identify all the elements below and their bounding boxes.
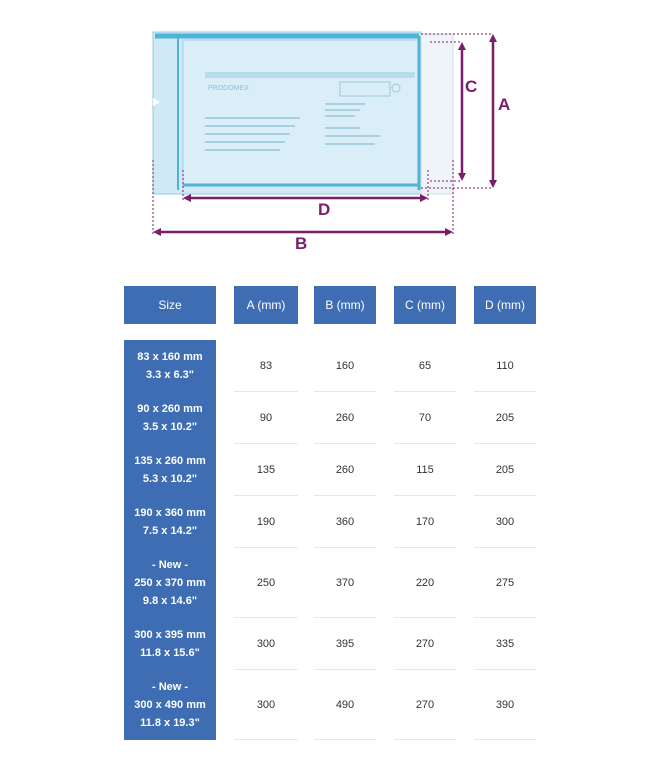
value-cell-a: 83 <box>234 340 298 392</box>
value-cell-d: 110 <box>474 340 536 392</box>
pouch-inner-panel <box>183 40 419 185</box>
value-cell-d: 275 <box>474 548 536 618</box>
dimension-c-label: C <box>465 77 478 96</box>
size-line: 300 x 490 mm <box>134 699 206 711</box>
value-cell-a: 300 <box>234 618 298 670</box>
value-cell-b: 395 <box>314 618 376 670</box>
size-line: - New - <box>151 681 189 693</box>
header-a-mm: A (mm) <box>234 286 298 324</box>
pouch-seal-flap <box>421 34 453 194</box>
size-line: 11.8 x 19.3" <box>140 717 200 729</box>
header-d-mm: D (mm) <box>474 286 536 324</box>
header-size: Size <box>124 286 216 324</box>
size-line: 3.5 x 10.2" <box>142 421 198 433</box>
size-line: 83 x 160 mm <box>137 351 203 363</box>
size-line: 90 x 260 mm <box>137 403 203 415</box>
value-cell-d: 205 <box>474 444 536 496</box>
size-line: 300 x 395 mm <box>134 629 206 641</box>
value-cell-d: 205 <box>474 392 536 444</box>
header-b-mm: B (mm) <box>314 286 376 324</box>
value-cell-c: 220 <box>394 548 456 618</box>
size-line: 7.5 x 14.2" <box>142 525 198 537</box>
size-line: 250 x 370 mm <box>134 577 206 589</box>
size-cell <box>124 340 216 392</box>
value-cell-d: 335 <box>474 618 536 670</box>
value-cell-b: 160 <box>314 340 376 392</box>
value-cell-a: 250 <box>234 548 298 618</box>
size-line: - New - <box>151 559 189 571</box>
pouch-dimension-diagram <box>0 0 658 260</box>
value-cell-c: 270 <box>394 670 456 740</box>
size-cell <box>124 392 216 444</box>
size-line: 11.8 x 15.6" <box>140 647 200 659</box>
value-cell-a: 90 <box>234 392 298 444</box>
value-cell-a: 135 <box>234 444 298 496</box>
value-cell-d: 300 <box>474 496 536 548</box>
header-c-mm: C (mm) <box>394 286 456 324</box>
dimension-b-label: B <box>295 234 308 253</box>
value-cell-c: 70 <box>394 392 456 444</box>
pouch-brand-text: PRODOMEX <box>208 85 249 92</box>
size-line: 9.8 x 14.6" <box>142 595 198 607</box>
size-line: 3.3 x 6.3" <box>145 369 195 381</box>
value-cell-b: 370 <box>314 548 376 618</box>
size-line: 190 x 360 mm <box>134 507 206 519</box>
value-cell-b: 490 <box>314 670 376 740</box>
dimension-a-label: A <box>498 95 511 114</box>
size-cell <box>124 496 216 548</box>
value-cell-c: 115 <box>394 444 456 496</box>
size-cell <box>124 670 216 740</box>
value-cell-b: 360 <box>314 496 376 548</box>
size-cell <box>124 444 216 496</box>
value-cell-b: 260 <box>314 444 376 496</box>
size-column <box>124 340 216 740</box>
value-cell-c: 65 <box>394 340 456 392</box>
value-cell-a: 190 <box>234 496 298 548</box>
value-cell-d: 390 <box>474 670 536 740</box>
dimension-d-label: D <box>318 200 331 219</box>
size-line: 5.3 x 10.2" <box>142 473 198 485</box>
size-line: 135 x 260 mm <box>134 455 206 467</box>
size-cell <box>124 548 216 618</box>
size-cell <box>124 618 216 670</box>
value-cell-b: 260 <box>314 392 376 444</box>
value-cell-a: 300 <box>234 670 298 740</box>
value-cell-c: 170 <box>394 496 456 548</box>
value-cell-c: 270 <box>394 618 456 670</box>
